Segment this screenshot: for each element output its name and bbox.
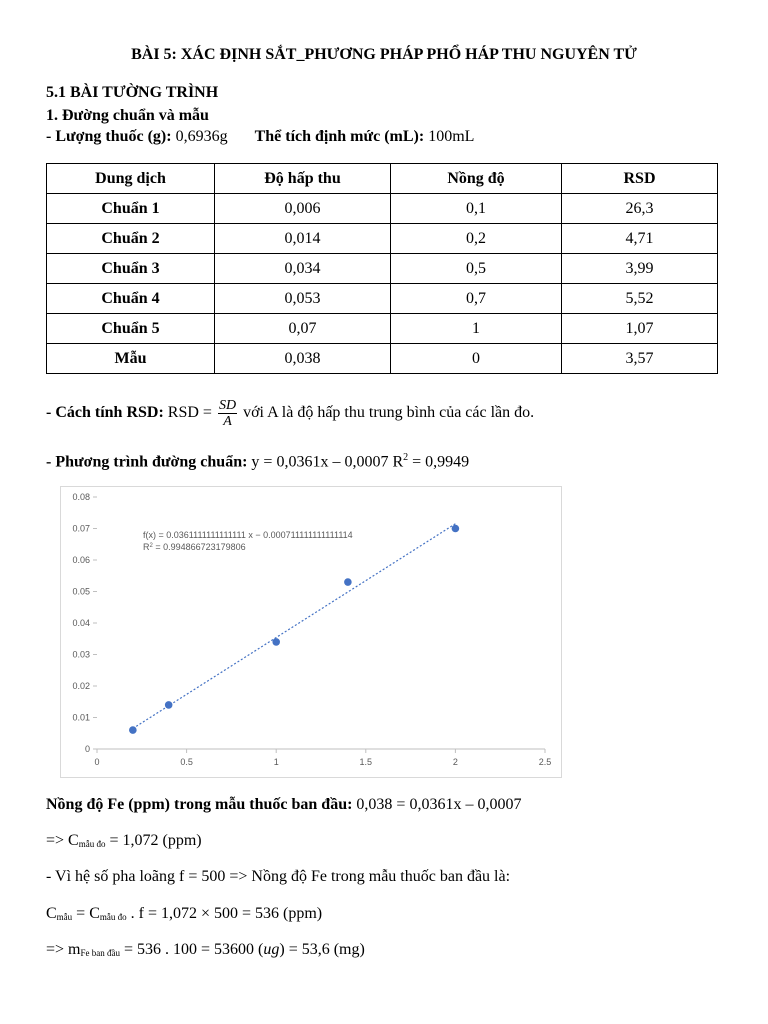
x-tick-label: 0.5 — [180, 757, 193, 767]
x-tick-label: 2.5 — [538, 757, 552, 767]
table-cell: Chuẩn 2 — [47, 224, 215, 254]
c-sample-subscript: mẫu — [56, 912, 73, 922]
table-cell: 0,053 — [215, 284, 391, 314]
subsection-heading: 1. Đường chuẩn và mẫu — [46, 107, 209, 124]
rsd-explanation: với A là độ hấp thu trung bình của các lần đo. — [239, 404, 535, 422]
data-point — [272, 638, 280, 646]
column-header: Dung dịch — [47, 164, 215, 194]
dilution-factor-line: - Vì hệ số pha loãng f = 500 => Nồng độ Fe trong mẫu thuốc ban đầu là: — [46, 868, 511, 885]
data-point — [129, 726, 137, 734]
fe-concentration-label: Nồng độ Fe (ppm) trong mẫu thuốc ban đầu: — [46, 796, 353, 813]
calibration-equation-line — [46, 452, 469, 471]
table-cell: Chuẩn 5 — [47, 314, 215, 344]
fraction-denominator: A — [223, 414, 232, 429]
table-cell: 3,99 — [562, 254, 718, 284]
table-cell: Chuẩn 4 — [47, 284, 215, 314]
section-heading: 5.1 BÀI TƯỜNG TRÌNH — [46, 84, 219, 101]
r-squared-value: = 0,9949 — [408, 453, 470, 471]
calibration-table — [46, 163, 718, 374]
rsd-lhs: RSD = — [163, 404, 216, 422]
table-cell: 0,1 — [391, 194, 562, 224]
y-tick-label: 0 — [84, 744, 90, 754]
y-tick-label: 0.03 — [72, 649, 90, 660]
x-tick-label: 0 — [94, 757, 100, 767]
table-cell: Chuẩn 1 — [47, 194, 215, 224]
rsd-fraction — [218, 398, 237, 429]
data-point — [344, 578, 352, 586]
mass-label: - Lượng thuốc (g): — [46, 128, 172, 145]
table-header-row — [47, 164, 718, 194]
table-cell: 0,014 — [215, 224, 391, 254]
table-row — [47, 314, 718, 344]
mass-fe-result: ) = 53,6 (mg) — [279, 941, 365, 958]
c-measured-prefix: => C — [46, 832, 79, 849]
fe-concentration-equation: 0,038 = 0,0361x – 0,0007 — [352, 796, 522, 813]
c-sample-line — [46, 905, 322, 923]
mass-fe-unit: ug — [263, 941, 280, 958]
rsd-formula-line — [46, 398, 534, 429]
y-tick-label: 0.05 — [72, 586, 90, 597]
chart-canvas — [61, 487, 561, 777]
data-point — [452, 525, 460, 533]
r-squared-superscript: 2 — [403, 452, 409, 463]
table-cell: 0,7 — [391, 284, 562, 314]
table-row — [47, 254, 718, 284]
table-cell: 0,034 — [215, 254, 391, 284]
table-cell: 0,038 — [215, 344, 391, 374]
c-sample-value: . f = 1,072 × 500 = 536 (ppm) — [126, 905, 323, 922]
rsd-label: - Cách tính RSD: — [46, 404, 164, 422]
column-header: Nồng độ — [391, 164, 562, 194]
c-sample-equals: = C — [72, 905, 100, 922]
data-point — [165, 701, 173, 709]
column-header: RSD — [562, 164, 718, 194]
equation-label: - Phương trình đường chuẩn: — [46, 453, 248, 471]
volume-value: 100mL — [424, 128, 475, 145]
table-cell: Mẫu — [47, 344, 215, 374]
table-cell: 3,57 — [562, 344, 718, 374]
mass-fe-equation: = 536 . 100 = 53600 ( — [120, 941, 264, 958]
y-tick-label: 0.01 — [72, 712, 90, 723]
table-cell: Chuẩn 3 — [47, 254, 215, 284]
y-tick-label: 0.02 — [72, 681, 90, 691]
column-header: Độ hấp thu — [215, 164, 391, 194]
x-tick-label: 2 — [452, 757, 458, 767]
table-cell: 1 — [391, 314, 562, 344]
trendline — [133, 524, 456, 729]
calibration-chart — [60, 486, 562, 778]
c-sample-symbol: C — [46, 905, 57, 922]
table-cell: 0,006 — [215, 194, 391, 224]
c-measured-subscript: mẫu đo — [99, 912, 127, 922]
table-cell: 0,5 — [391, 254, 562, 284]
table-cell: 0,07 — [215, 314, 391, 344]
equation-value: y = 0,0361x – 0,0007 R — [247, 453, 404, 471]
table-cell: 4,71 — [562, 224, 718, 254]
mass-fe-subscript: Fe ban đầu — [80, 948, 120, 958]
x-tick-label: 1.5 — [359, 757, 373, 767]
x-tick-label: 1 — [273, 757, 279, 767]
table-row — [47, 224, 718, 254]
y-tick-label: 0.07 — [72, 523, 90, 534]
table-cell: 0 — [391, 344, 562, 374]
mass-value: 0,6936g — [171, 128, 228, 145]
mass-fe-line — [46, 941, 365, 959]
c-measured-value: = 1,072 (ppm) — [105, 832, 202, 849]
table-cell: 26,3 — [562, 194, 718, 224]
c-measured-subscript: mẫu đo — [78, 839, 106, 849]
table-row — [47, 284, 718, 314]
fraction-numerator: SD — [218, 398, 237, 413]
table-row — [47, 194, 718, 224]
trendline-r-squared-label: $R^2 = 0.994866723179806$ — [143, 542, 246, 552]
document-title: BÀI 5: XÁC ĐỊNH SẮT_PHƯƠNG PHÁP PHỔ HÁP THU NGUYÊN TỬ — [131, 46, 637, 63]
mass-fe-prefix: => m — [46, 941, 81, 958]
fe-concentration-line — [46, 796, 521, 814]
y-tick-label: 0.06 — [72, 555, 90, 565]
table-cell: 1,07 — [562, 314, 718, 344]
volume-label: Thể tích định mức (mL): — [254, 128, 425, 145]
c-measured-line — [46, 832, 202, 850]
table-cell: 0,2 — [391, 224, 562, 254]
trendline-equation-label: f(x) = 0.0361111111111111 x − 0.000711111111111114 — [143, 530, 353, 540]
y-tick-label: 0.04 — [72, 618, 90, 628]
table-row — [47, 344, 718, 374]
y-tick-label: 0.08 — [72, 492, 90, 502]
sample-info-line — [46, 128, 474, 146]
table-cell: 5,52 — [562, 284, 718, 314]
